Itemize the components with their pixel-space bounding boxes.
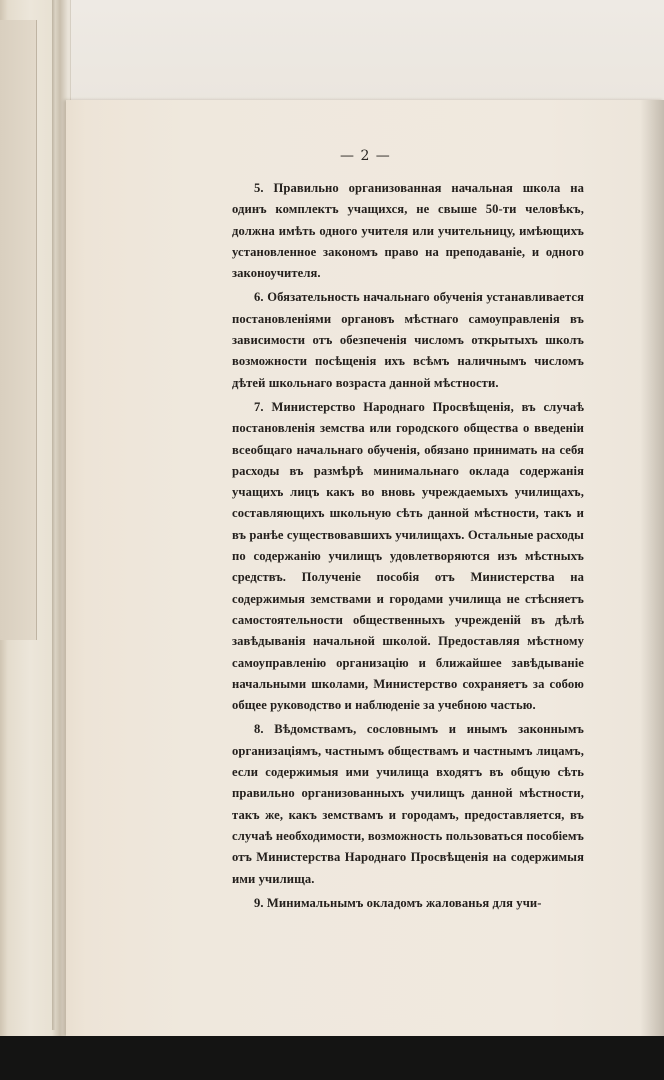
binding-tab xyxy=(0,20,37,640)
paragraph-6: 6. Обязательность начальнаго обученія устанавливается постановленіями органовъ мѣстнаго самоуправленія въ зависимости отъ обезпеченія числомъ открытыхъ школъ возможности посѣщенія ихъ всѣмъ наличнымъ числомъ дѣтей школьнаго возраста данной мѣстности. xyxy=(232,290,584,390)
paragraph-9: 9. Минимальнымъ окладомъ жалованья для учи- xyxy=(254,895,542,910)
page-edge-shadow xyxy=(640,100,664,1036)
paragraph-7: 7. Министерство Народнаго Просвѣщенія, въ случаѣ постановленія земства или городского общества о введеніи всеобщаго начальнаго обученія, обязано принимать на себя расходы въ размѣрѣ минимальнаго оклада содержанія учащихъ лицъ какъ во вновь учреждаемыхъ училищахъ, составляющихъ школьную сѣть данной мѣстности, такъ и въ ранѣе существовавшихъ училищахъ. Остальные расходы по содержанію училищъ удовлетворяются изъ мѣстныхъ средствъ. Полученіе пособія отъ Министерства на содержимыя земствами и городами училища не стѣсняетъ самостоятельности общественныхъ учрежденій въ дѣлѣ завѣдыванія начальной школой. Предоставляя мѣстному самоуправленію организацію и ближайшее завѣдываніе начальными школами, Министерство сохраняетъ за собою общее руководство и наблюденіе за учебною частью. xyxy=(232,399,584,713)
binding-fold xyxy=(52,0,55,1030)
body-text xyxy=(232,178,584,914)
top-sheet xyxy=(70,0,664,100)
scan-background xyxy=(0,1036,664,1080)
page-number: — 2 — xyxy=(340,148,391,164)
paragraph-5: 5. Правильно организованная начальная школа на одинъ комплектъ учащихся, не свыше 50-ти человѣкъ, должна имѣть одного учителя или учительницу, имѣющихъ установленное закономъ право на преподаваніе, и одного законоучителя. xyxy=(232,181,584,281)
paragraph-8: 8. Вѣдомствамъ, сословнымъ и инымъ законнымъ организаціямъ, частнымъ обществамъ и частнымъ лицамъ, если содержимыя ими училища входятъ въ общую сѣть правильно организованныхъ училищъ данной мѣстности, такъ же, какъ земствамъ и городамъ, предоставляется, въ случаѣ необходимости, возможность пользоваться пособіемъ отъ Министерства Народнаго Просвѣщенія на содержимыя ими училища. xyxy=(232,722,584,886)
